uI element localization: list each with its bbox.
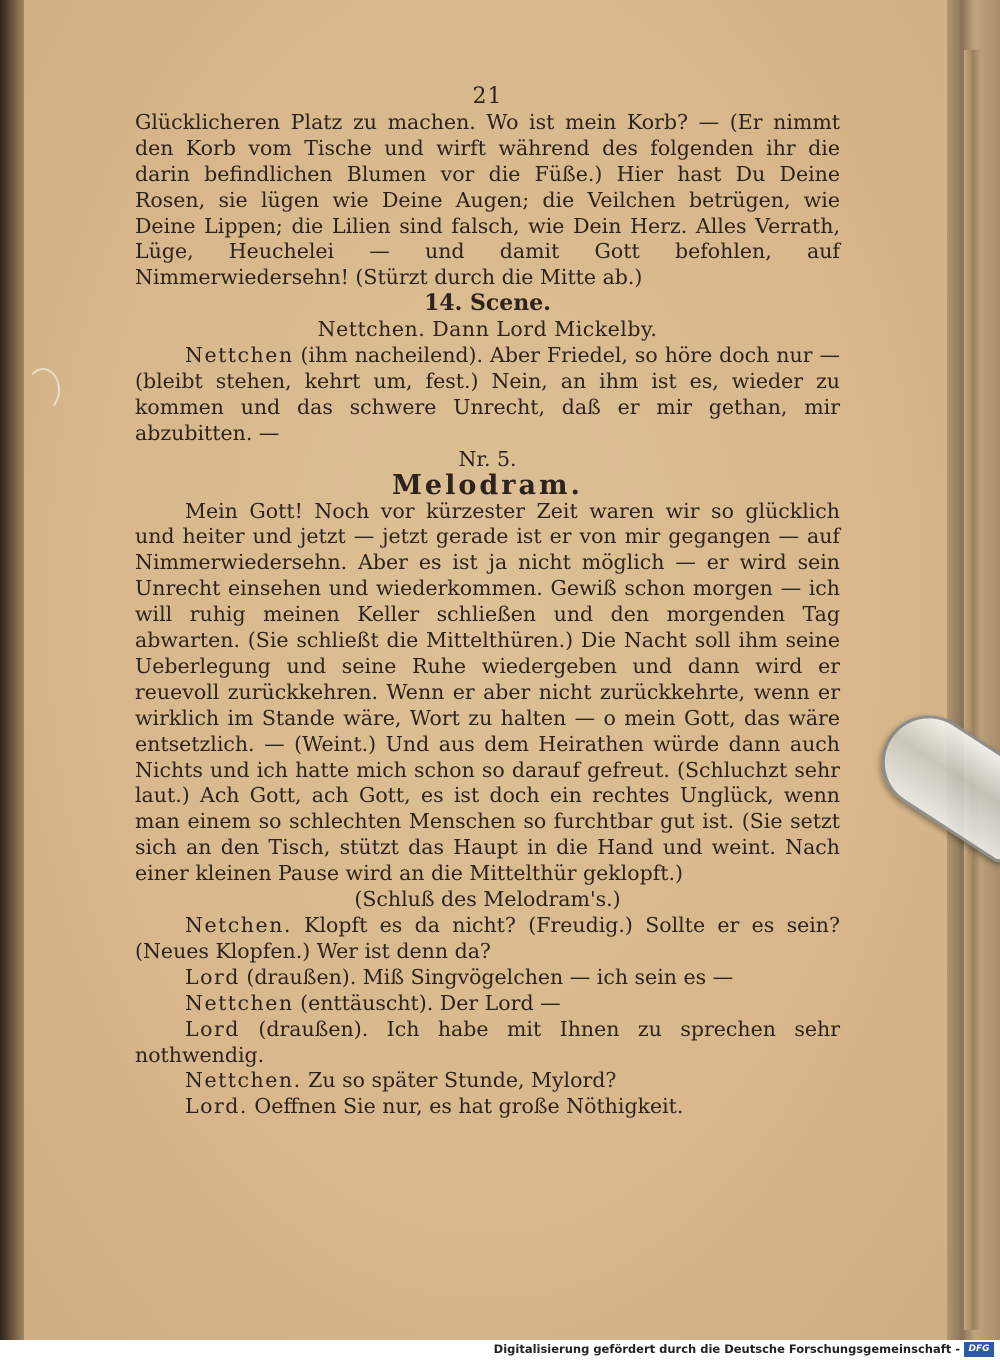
dialogue-line xyxy=(135,913,840,965)
speaker-name: Nettchen xyxy=(185,990,294,1015)
paragraph-1: Glücklicheren Platz zu machen. Wo ist mein Korb? — (Er nimmt den Korb vom Tische und wirft während des folgenden ihr die darin befindlichen Blumen vor die Füße.) Hier hast Du Deine Rosen, sie lügen wie Deine Augen; die Veilchen betrügen, wie Deine Lippen; die Lilien sind falsch, wie Dein Herz. Alles Verrath, Lüge, Heuchelei — und damit Gott befohlen, auf Nimmerwiedersehn! (Stürzt durch die Mitte ab.) xyxy=(135,109,840,290)
speech-text: (draußen). Ich habe mit Ihnen zu sprechen sehr nothwendig. xyxy=(135,1016,840,1067)
scene-persons: Nettchen. Dann Lord Mickelby. xyxy=(317,317,658,342)
speech-text: (ihm nacheilend). Aber Friedel, so höre doch nur — (bleibt stehen, kehrt um, fest.) Nein, an ihm ist es, wieder zu kommen und das schwere Unrecht, daß er mir gethan, mir abzubitten. — xyxy=(135,343,840,445)
speaker-name: Nettchen xyxy=(185,343,294,368)
melodram-end: (Schluß des Melodram's.) xyxy=(354,887,621,912)
speech-text: (draußen). Miß Singvögelchen — ich sein es — xyxy=(239,964,734,989)
page-edges xyxy=(964,50,980,1330)
melodram-title: Melodram. xyxy=(392,469,583,501)
page-number: 21 xyxy=(472,84,503,109)
speaker-name: Lord xyxy=(185,1016,240,1041)
speaker-name: Lord xyxy=(185,964,240,989)
speaker-name: Lord. xyxy=(185,1094,248,1119)
dialogue-line xyxy=(135,1017,840,1069)
number-heading: Nr. 5. xyxy=(458,446,517,471)
speech-text: Oeffnen Sie nur, es hat große Nöthigkeit. xyxy=(247,1094,684,1119)
footer-credit: Digitalisierung gefördert durch die Deutsche Forschungsgemeinschaft - xyxy=(493,1342,960,1356)
speaker-name: Nettchen. xyxy=(185,1068,302,1093)
page-text xyxy=(135,84,840,1120)
dialogue-line xyxy=(135,1094,840,1120)
paragraph-3: Mein Gott! Noch vor kürzester Zeit waren wir so glücklich und heiter und jetzt — jetzt gerade ist er von mir gegangen — auf Nimmerwiedersehn. Aber es ist ja nicht möglich — er wird sein Unrecht einsehen und wiederkommen. Gewiß schon morgen — ich will ruhig meinen Keller schließen und den morgenden Tag abwarten. (Sie schließt die Mittelthüren.) Die Nacht soll ihm seine Ueberlegung und seine Ruhe wiedergeben und dann wird er reuevoll zurückkehren. Wenn er aber nicht zurückkehrte, wenn er wirklich im Stande wäre, Wort zu halten — o mein Gott, das wäre entsetzlich. — (Weint.) Und aus dem Heirathen würde dann auch Nichts und ich hatte mich schon so darauf gefreut. (Schluchzt sehr laut.) Ach Gott, ach Gott, es ist doch ein rechtes Unglück, wenn man einem so schlechten Menschen so furchtbar gut ist. (Sie setzt sich an den Tisch, stützt das Haupt in die Hand und weint. Nach einer kleinen Pause wird an die Mittelthür geklopft.) xyxy=(135,498,840,886)
footer-bar xyxy=(0,1340,1000,1360)
speech-text: (enttäuscht). Der Lord — xyxy=(293,990,561,1015)
binding-thread xyxy=(26,368,60,412)
book-binding xyxy=(0,0,24,1340)
scene-heading: 14. Scene. xyxy=(424,290,551,317)
dialogue-line xyxy=(135,991,840,1017)
dfg-logo-icon: DFG xyxy=(964,1342,994,1357)
speech-text: Klopft es da nicht? (Freudig.) Sollte er es sein? (Neues Klopfen.) Wer ist denn da? xyxy=(135,913,840,963)
dialogue-line xyxy=(135,1068,840,1094)
speech-text: Zu so später Stunde, Mylord? xyxy=(301,1068,617,1093)
speaker-name: Netchen. xyxy=(185,913,292,937)
paragraph-2 xyxy=(135,343,840,447)
dialogue-line xyxy=(135,965,840,991)
